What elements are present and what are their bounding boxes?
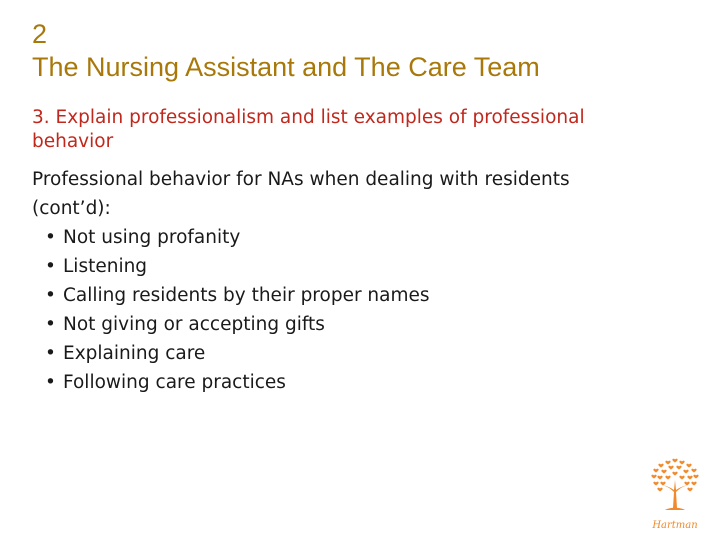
bullet-text: Not using profanity [63,227,241,248]
bullet-text: Calling residents by their proper names [63,285,430,306]
learning-objective-line-2: behavior [32,131,114,152]
slide-body [32,165,682,397]
body-intro-line-1: Professional behavior for NAs when dealing with residents [32,169,570,190]
chapter-title: The Nursing Assistant and The Care Team [32,52,540,82]
body-intro-line-2: (cont’d): [32,198,111,219]
bullet-icon: • [45,256,56,277]
bullet-icon: • [45,314,56,335]
bullet-icon: • [45,285,56,306]
bullet-text: Listening [63,256,148,277]
learning-objective-line-1: 3. Explain professionalism and list examples of professional [32,107,585,128]
heart-tree-icon [640,456,710,536]
bullet-item [32,339,682,368]
logo-wordmark: Hartman [652,520,698,531]
bullet-item [32,252,682,281]
bullet-icon: • [45,343,56,364]
bullet-icon: • [45,227,56,248]
chapter-number: 2 [32,19,48,49]
bullet-text: Explaining care [63,343,206,364]
bullet-list [32,223,682,397]
learning-objective [32,106,672,154]
hartman-logo [640,456,710,536]
slide-title [32,18,692,84]
bullet-icon: • [45,372,56,393]
bullet-item [32,223,682,252]
bullet-text: Following care practices [63,372,286,393]
bullet-item [32,281,682,310]
bullet-item [32,368,682,397]
body-intro [32,165,682,223]
bullet-text: Not giving or accepting gifts [63,314,325,335]
bullet-item [32,310,682,339]
